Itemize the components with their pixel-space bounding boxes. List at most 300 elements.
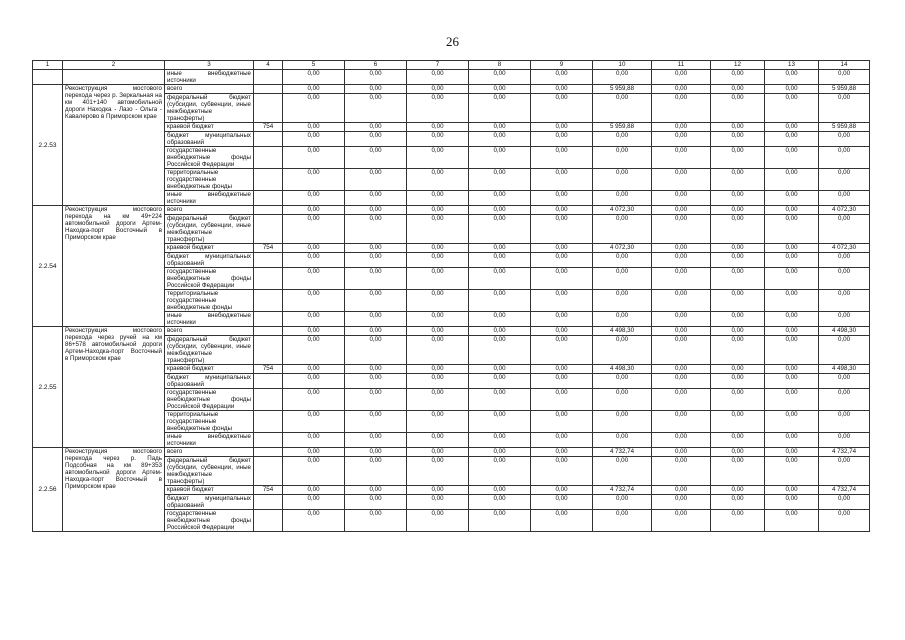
amount-cell: 4 072,30 [819,206,870,215]
kbk-code [254,290,283,312]
amount-cell: 0,00 [531,132,593,147]
amount-cell: 0,00 [819,495,870,510]
amount-cell: 0,00 [283,374,345,389]
amount-cell: 0,00 [531,433,593,448]
amount-cell: 0,00 [652,495,711,510]
amount-cell: 0,00 [765,215,819,244]
amount-cell: 0,00 [819,253,870,268]
amount-cell: 0,00 [345,244,407,253]
amount-cell: 4 072,30 [819,244,870,253]
amount-cell: 0,00 [711,268,765,290]
amount-cell: 0,00 [531,123,593,132]
amount-cell: 0,00 [283,448,345,457]
amount-cell: 0,00 [469,123,531,132]
amount-cell: 0,00 [765,191,819,206]
amount-cell: 0,00 [407,132,469,147]
amount-cell: 0,00 [819,147,870,169]
column-header: 6 [345,61,407,70]
kbk-code: 754 [254,486,283,495]
amount-cell: 0,00 [469,448,531,457]
amount-cell: 4 732,74 [593,486,652,495]
amount-cell: 0,00 [407,389,469,411]
amount-cell: 0,00 [345,495,407,510]
amount-cell: 0,00 [469,327,531,336]
amount-cell: 0,00 [711,365,765,374]
amount-cell: 0,00 [345,123,407,132]
amount-cell: 0,00 [531,312,593,327]
kbk-code: 754 [254,123,283,132]
kbk-code [254,215,283,244]
amount-cell: 4 072,30 [593,206,652,215]
amount-cell: 0,00 [283,123,345,132]
amount-cell: 0,00 [652,169,711,191]
funding-source: государственные внебюджетные фонды Российской Федерации [165,268,254,290]
amount-cell: 0,00 [531,253,593,268]
amount-cell: 0,00 [531,147,593,169]
column-header: 8 [469,61,531,70]
table-row [33,70,870,85]
amount-cell: 4 732,74 [593,448,652,457]
amount-cell: 0,00 [652,336,711,365]
amount-cell: 0,00 [531,244,593,253]
header-row [33,61,870,70]
amount-cell: 0,00 [407,191,469,206]
amount-cell: 0,00 [469,495,531,510]
amount-cell: 0,00 [407,253,469,268]
amount-cell: 0,00 [345,411,407,433]
amount-cell: 0,00 [652,365,711,374]
amount-cell: 0,00 [652,433,711,448]
amount-cell: 0,00 [765,312,819,327]
amount-cell: 0,00 [711,327,765,336]
amount-cell: 0,00 [531,411,593,433]
amount-cell: 0,00 [531,290,593,312]
amount-cell: 0,00 [765,132,819,147]
amount-cell: 0,00 [819,268,870,290]
amount-cell: 0,00 [765,147,819,169]
amount-cell: 0,00 [593,70,652,85]
funding-source: бюджет муниципальных образований [165,374,254,389]
amount-cell: 0,00 [283,94,345,123]
amount-cell: 0,00 [593,169,652,191]
amount-cell: 0,00 [531,365,593,374]
amount-cell: 0,00 [652,389,711,411]
funding-source: иные внебюджетные источники [165,433,254,448]
amount-cell: 0,00 [283,457,345,486]
amount-cell: 0,00 [345,85,407,94]
amount-cell: 0,00 [593,389,652,411]
funding-source: федеральный бюджет (субсидии, субвенции, иные межбюджетные трансферты) [165,94,254,123]
amount-cell: 0,00 [407,94,469,123]
column-header: 5 [283,61,345,70]
amount-cell: 0,00 [283,510,345,532]
column-header: 9 [531,61,593,70]
amount-cell: 0,00 [593,457,652,486]
amount-cell: 0,00 [531,327,593,336]
column-header: 3 [165,61,254,70]
amount-cell: 0,00 [593,336,652,365]
kbk-code [254,206,283,215]
kbk-code [254,510,283,532]
amount-cell: 0,00 [765,411,819,433]
amount-cell: 0,00 [711,206,765,215]
budget-table [32,60,870,532]
amount-cell: 0,00 [283,312,345,327]
amount-cell: 0,00 [283,411,345,433]
amount-cell: 0,00 [283,132,345,147]
amount-cell: 0,00 [469,94,531,123]
amount-cell: 0,00 [283,389,345,411]
amount-cell: 0,00 [819,433,870,448]
amount-cell: 0,00 [765,374,819,389]
amount-cell: 0,00 [652,327,711,336]
kbk-code [254,70,283,85]
amount-cell: 0,00 [469,457,531,486]
kbk-code [254,268,283,290]
amount-cell: 0,00 [711,123,765,132]
amount-cell: 0,00 [531,85,593,94]
funding-source: всего [165,448,254,457]
amount-cell: 0,00 [819,457,870,486]
amount-cell: 0,00 [407,448,469,457]
column-header: 4 [254,61,283,70]
amount-cell: 0,00 [819,132,870,147]
funding-source: территориальные государственные внебюджетные фонды [165,411,254,433]
measure-code: 2.2.55 [33,327,63,448]
amount-cell: 0,00 [407,374,469,389]
amount-cell: 0,00 [819,374,870,389]
code-cell [33,70,63,85]
object-cell [63,70,165,85]
amount-cell: 0,00 [283,70,345,85]
amount-cell: 0,00 [469,191,531,206]
amount-cell: 0,00 [652,244,711,253]
amount-cell: 0,00 [765,123,819,132]
amount-cell: 0,00 [711,70,765,85]
measure-code: 2.2.53 [33,85,63,206]
amount-cell: 0,00 [652,253,711,268]
amount-cell: 0,00 [765,94,819,123]
amount-cell: 0,00 [407,457,469,486]
amount-cell: 0,00 [407,147,469,169]
kbk-code: 754 [254,365,283,374]
amount-cell: 0,00 [531,457,593,486]
amount-cell: 0,00 [711,290,765,312]
amount-cell: 0,00 [407,433,469,448]
amount-cell: 0,00 [652,147,711,169]
amount-cell: 0,00 [531,389,593,411]
amount-cell: 0,00 [819,290,870,312]
amount-cell: 0,00 [283,191,345,206]
amount-cell: 0,00 [469,290,531,312]
kbk-code [254,132,283,147]
amount-cell: 0,00 [593,147,652,169]
amount-cell: 0,00 [283,169,345,191]
column-header: 14 [819,61,870,70]
amount-cell: 0,00 [283,336,345,365]
amount-cell: 0,00 [819,312,870,327]
kbk-code [254,411,283,433]
amount-cell: 0,00 [345,448,407,457]
amount-cell: 0,00 [711,374,765,389]
amount-cell: 0,00 [819,389,870,411]
funding-source: краевой бюджет [165,486,254,495]
funding-source: всего [165,206,254,215]
amount-cell: 0,00 [819,411,870,433]
amount-cell: 0,00 [765,510,819,532]
funding-source: государственные внебюджетные фонды Российской Федерации [165,510,254,532]
amount-cell: 0,00 [652,374,711,389]
amount-cell: 0,00 [652,206,711,215]
amount-cell: 0,00 [407,365,469,374]
amount-cell: 0,00 [407,290,469,312]
amount-cell: 0,00 [711,253,765,268]
page-number: 26 [446,34,459,49]
amount-cell: 0,00 [593,290,652,312]
amount-cell: 0,00 [283,206,345,215]
amount-cell: 0,00 [652,123,711,132]
amount-cell: 0,00 [407,268,469,290]
amount-cell: 0,00 [469,244,531,253]
amount-cell: 0,00 [283,215,345,244]
table-row [33,206,870,215]
amount-cell: 0,00 [531,374,593,389]
amount-cell: 0,00 [652,85,711,94]
amount-cell: 0,00 [652,486,711,495]
table-row [33,327,870,336]
amount-cell: 0,00 [711,389,765,411]
amount-cell: 0,00 [469,389,531,411]
amount-cell: 0,00 [345,365,407,374]
amount-cell: 0,00 [765,457,819,486]
amount-cell: 0,00 [711,244,765,253]
amount-cell: 0,00 [819,510,870,532]
kbk-code [254,374,283,389]
amount-cell: 0,00 [711,132,765,147]
amount-cell: 0,00 [345,94,407,123]
amount-cell: 0,00 [593,94,652,123]
kbk-code [254,312,283,327]
amount-cell: 4 498,30 [819,327,870,336]
amount-cell: 0,00 [765,169,819,191]
amount-cell: 0,00 [711,486,765,495]
amount-cell: 0,00 [711,495,765,510]
amount-cell: 0,00 [283,244,345,253]
amount-cell: 0,00 [345,70,407,85]
amount-cell: 0,00 [469,433,531,448]
kbk-code: 754 [254,244,283,253]
amount-cell: 0,00 [345,374,407,389]
amount-cell: 0,00 [345,486,407,495]
kbk-code [254,495,283,510]
amount-cell: 0,00 [652,215,711,244]
amount-cell: 0,00 [407,85,469,94]
kbk-code [254,327,283,336]
amount-cell: 0,00 [407,70,469,85]
amount-cell: 0,00 [819,191,870,206]
funding-source: бюджет муниципальных образований [165,132,254,147]
kbk-code [254,147,283,169]
funding-source: краевой бюджет [165,123,254,132]
funding-source: иные внебюджетные источники [165,191,254,206]
amount-cell: 4 498,30 [593,327,652,336]
amount-cell: 0,00 [593,215,652,244]
amount-cell: 0,00 [819,94,870,123]
amount-cell: 0,00 [345,510,407,532]
amount-cell: 0,00 [407,495,469,510]
amount-cell: 4 732,74 [819,448,870,457]
amount-cell: 0,00 [593,510,652,532]
amount-cell: 0,00 [711,94,765,123]
funding-source: всего [165,327,254,336]
amount-cell: 0,00 [469,411,531,433]
amount-cell: 0,00 [469,85,531,94]
funding-source: территориальные государственные внебюджетные фонды [165,290,254,312]
amount-cell: 0,00 [407,169,469,191]
funding-source: государственные внебюджетные фонды Российской Федерации [165,389,254,411]
funding-source: иные внебюджетные источники [165,70,254,85]
amount-cell: 0,00 [345,268,407,290]
table-row [33,85,870,94]
amount-cell: 0,00 [711,312,765,327]
measure-code: 2.2.56 [33,448,63,532]
amount-cell: 0,00 [765,433,819,448]
kbk-code [254,457,283,486]
amount-cell: 0,00 [819,215,870,244]
amount-cell: 0,00 [819,70,870,85]
measure-name: Реконструкция мостового перехода через р. Зеркальная на км 401+140 автомобильной дороги Находка - Лазо - Ольга - Кавалерово в Приморском крае [63,85,165,206]
amount-cell: 0,00 [652,411,711,433]
amount-cell: 0,00 [407,244,469,253]
amount-cell: 0,00 [345,312,407,327]
amount-cell: 0,00 [407,411,469,433]
amount-cell: 0,00 [345,389,407,411]
amount-cell: 0,00 [283,365,345,374]
amount-cell: 0,00 [531,268,593,290]
amount-cell: 0,00 [765,365,819,374]
amount-cell: 0,00 [593,253,652,268]
amount-cell: 0,00 [765,336,819,365]
amount-cell: 5 959,88 [819,85,870,94]
amount-cell: 0,00 [345,327,407,336]
amount-cell: 0,00 [531,169,593,191]
amount-cell: 0,00 [283,495,345,510]
amount-cell: 0,00 [531,70,593,85]
amount-cell: 0,00 [407,312,469,327]
amount-cell: 0,00 [469,268,531,290]
amount-cell: 0,00 [531,486,593,495]
amount-cell: 0,00 [765,206,819,215]
funding-source: иные внебюджетные источники [165,312,254,327]
column-header: 13 [765,61,819,70]
amount-cell: 5 959,88 [593,123,652,132]
amount-cell: 0,00 [469,312,531,327]
amount-cell: 0,00 [283,147,345,169]
amount-cell: 0,00 [531,206,593,215]
kbk-code [254,336,283,365]
amount-cell: 0,00 [407,510,469,532]
amount-cell: 0,00 [283,85,345,94]
amount-cell: 0,00 [469,374,531,389]
column-header: 10 [593,61,652,70]
amount-cell: 0,00 [711,510,765,532]
amount-cell: 0,00 [283,433,345,448]
amount-cell: 0,00 [283,327,345,336]
amount-cell: 0,00 [593,132,652,147]
measure-name: Реконструкция мостового перехода на км 49+224 автомобильной дороги Артем-Находка-порт Восточный в Приморском крае [63,206,165,327]
amount-cell: 0,00 [469,70,531,85]
amount-cell: 0,00 [283,486,345,495]
amount-cell: 0,00 [652,510,711,532]
amount-cell: 0,00 [593,374,652,389]
measure-name: Реконструкция мостового перехода через р. Падь Подсобная на км 89+353 автомобильной дороги Артем-Находка-порт Восточный в Приморском крае [63,448,165,532]
amount-cell: 0,00 [765,495,819,510]
table-row [33,448,870,457]
amount-cell: 0,00 [652,191,711,206]
funding-source: федеральный бюджет (субсидии, субвенции, иные межбюджетные трансферты) [165,336,254,365]
amount-cell: 0,00 [711,457,765,486]
amount-cell: 0,00 [593,495,652,510]
funding-source: бюджет муниципальных образований [165,253,254,268]
amount-cell: 0,00 [345,206,407,215]
amount-cell: 0,00 [765,244,819,253]
amount-cell: 0,00 [531,495,593,510]
funding-source: территориальные государственные внебюджетные фонды [165,169,254,191]
amount-cell: 0,00 [407,486,469,495]
column-header: 7 [407,61,469,70]
amount-cell: 0,00 [407,123,469,132]
amount-cell: 0,00 [652,268,711,290]
funding-source: всего [165,85,254,94]
amount-cell: 4 498,30 [593,365,652,374]
amount-cell: 0,00 [469,365,531,374]
amount-cell: 0,00 [469,336,531,365]
amount-cell: 0,00 [765,486,819,495]
amount-cell: 0,00 [711,215,765,244]
amount-cell: 0,00 [711,147,765,169]
amount-cell: 0,00 [711,169,765,191]
amount-cell: 0,00 [345,132,407,147]
amount-cell: 0,00 [345,215,407,244]
amount-cell: 0,00 [407,206,469,215]
amount-cell: 0,00 [345,191,407,206]
amount-cell: 0,00 [469,169,531,191]
amount-cell: 0,00 [765,327,819,336]
amount-cell: 0,00 [652,290,711,312]
amount-cell: 5 959,88 [593,85,652,94]
amount-cell: 0,00 [531,510,593,532]
kbk-code [254,448,283,457]
amount-cell: 0,00 [283,290,345,312]
amount-cell: 0,00 [283,268,345,290]
amount-cell: 0,00 [345,336,407,365]
funding-source: федеральный бюджет (субсидии, субвенции, иные межбюджетные трансферты) [165,215,254,244]
amount-cell: 0,00 [711,411,765,433]
amount-cell: 0,00 [531,191,593,206]
funding-source: бюджет муниципальных образований [165,495,254,510]
amount-cell: 0,00 [469,215,531,244]
amount-cell: 4 732,74 [819,486,870,495]
kbk-code [254,169,283,191]
amount-cell: 0,00 [711,336,765,365]
amount-cell: 0,00 [765,389,819,411]
amount-cell: 0,00 [469,147,531,169]
amount-cell: 0,00 [765,253,819,268]
amount-cell: 0,00 [531,336,593,365]
amount-cell: 0,00 [593,191,652,206]
amount-cell: 0,00 [593,268,652,290]
amount-cell: 0,00 [593,433,652,448]
